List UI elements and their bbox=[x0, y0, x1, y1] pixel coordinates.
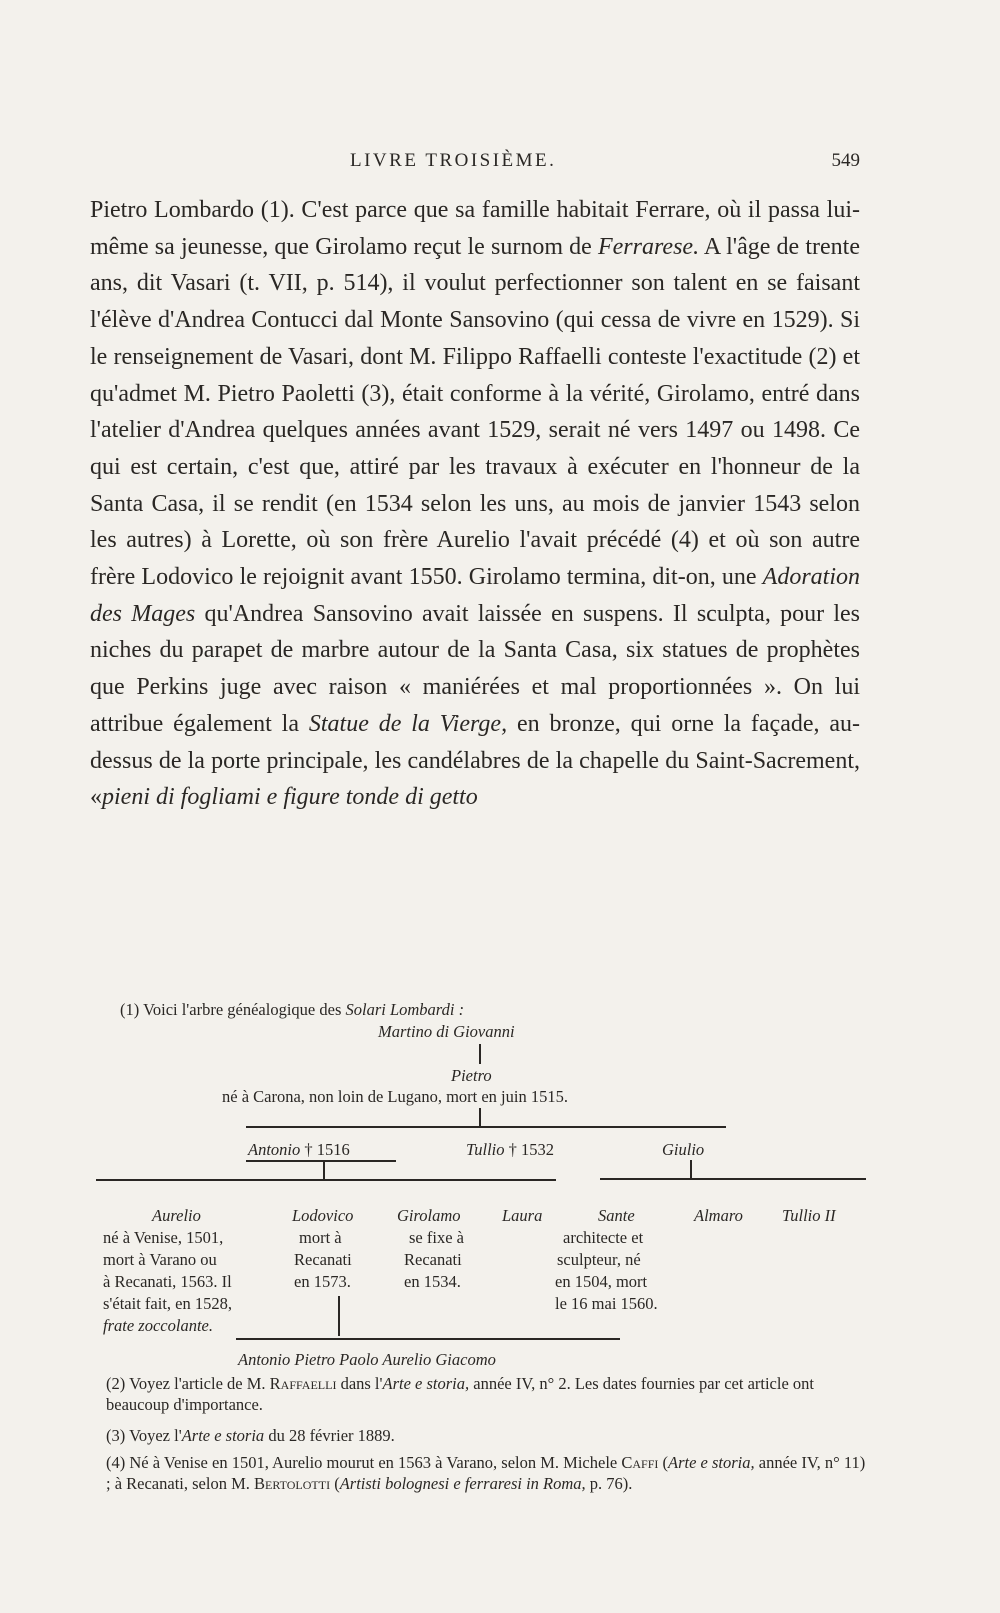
tree-girolamo: Girolamo bbox=[397, 1206, 461, 1225]
author-name: Bertolotti bbox=[254, 1474, 331, 1493]
tree-connector bbox=[690, 1160, 692, 1178]
lodovico-detail: mort à bbox=[299, 1228, 342, 1247]
author-name: Raffaelli bbox=[269, 1374, 337, 1393]
journal-title: Arte e storia, bbox=[382, 1374, 470, 1393]
footnote-text: ( bbox=[330, 1474, 340, 1493]
body-text-part: Pietro Lombardo (1). C'est parce que sa famille habitait Ferrare, où il passa lui-même sa jeunesse, que Girolamo reçut le surnom de bbox=[90, 197, 860, 260]
italic-quotation: pieni di fogliami e figure tonde di getto bbox=[102, 784, 478, 811]
tree-pietro-info: né à Carona, non loin de Lugano, mort en juin 1515. bbox=[222, 1087, 568, 1106]
tree-branch-line bbox=[236, 1338, 620, 1340]
tree-branch-line bbox=[246, 1126, 726, 1128]
footnote-text: dans l' bbox=[336, 1374, 383, 1393]
footnote-2 bbox=[106, 1373, 866, 1415]
person-date: † 1532 bbox=[508, 1140, 555, 1159]
footnote-4 bbox=[106, 1452, 866, 1494]
tree-almaro: Almaro bbox=[694, 1206, 743, 1225]
footnote-3 bbox=[106, 1425, 866, 1446]
footnote-text: (2) Voyez l'article de M. bbox=[106, 1374, 270, 1393]
body-text-part: qu'Andrea Sansovino avait laissée en suspens. Il sculpta, pour les niches du parapet de marbre autour de la Santa Casa, six statues de prophètes que Perkins juge avec raison « maniérées et mal proportionnées ». On lui attribue également la bbox=[90, 600, 860, 737]
sante-detail: en 1504, mort bbox=[555, 1272, 648, 1291]
family-name: Solari Lombardi : bbox=[345, 1000, 465, 1019]
footnote-1-text: (1) Voici l'arbre généalogique des bbox=[120, 1000, 346, 1019]
aurelio-detail: né à Venise, 1501, bbox=[103, 1228, 224, 1247]
body-text-part: A l'âge de trente ans, dit Vasari (t. VII, p. 514), il voulut perfectionner son talent en se faisant l'élève d'Andrea Contucci dal Monte Sansovino (qui cessa de vivre en 1529). Si le renseignement de Vasari, dont M. Filippo Raffaelli conteste l'exactitude (2) et qu'admet M. Pietro Paoletti (3), était conforme à la vérité, Girolamo, entré dans l'atelier d'Andrea quelques années avant 1529, serait né vers 1497 ou 1498. Ce qui est certain, c'est que, attiré par les travaux à exécuter en l'honneur de la Santa Casa, il se rendit (en 1534 selon les uns, au mois de janvier 1543 selon les autres) à Lorette, où son frère Aurelio l'avait précédé (4) et où son autre frère Lodovico le rejoignit avant 1550. Girolamo termina, dit-on, une bbox=[90, 233, 860, 591]
tree-tullio-ii: Tullio II bbox=[782, 1206, 836, 1225]
lodovico-detail: Recanati bbox=[294, 1250, 352, 1269]
sante-detail: le 16 mai 1560. bbox=[555, 1294, 658, 1313]
footnote-text: p. 76). bbox=[585, 1474, 633, 1493]
girolamo-detail: en 1534. bbox=[404, 1272, 461, 1291]
author-name: Caffi bbox=[621, 1453, 659, 1472]
book-title: Artisti bolognesi e ferraresi in Roma, bbox=[339, 1474, 586, 1493]
running-title: LIVRE TROISIÈME. bbox=[350, 150, 557, 171]
tree-root: Martino di Giovanni bbox=[378, 1022, 515, 1041]
tree-connector bbox=[479, 1044, 481, 1064]
tree-giulio: Giulio bbox=[662, 1140, 705, 1159]
girolamo-detail: Recanati bbox=[404, 1250, 462, 1269]
footnote-text: (4) Né à Venise en 1501, Aurelio mourut en 1563 à Varano, selon M. Michele bbox=[106, 1453, 622, 1472]
tree-laura: Laura bbox=[502, 1206, 543, 1225]
tree-aurelio: Aurelio bbox=[152, 1206, 201, 1225]
person-name: Tullio bbox=[466, 1140, 505, 1159]
footnote-text: du 28 février 1889. bbox=[264, 1426, 395, 1445]
footnote-text: (3) Voyez l' bbox=[106, 1426, 182, 1445]
body-text-part: en bronze, qui orne la façade, au-dessus de la porte principale, les candélabres de la chapelle du Saint-Sacrement, « bbox=[90, 710, 861, 811]
tree-connector bbox=[338, 1296, 340, 1336]
italic-artwork-title: Statue de la Vierge, bbox=[308, 710, 508, 737]
tree-branch-line bbox=[600, 1178, 866, 1180]
person-date: † 1516 bbox=[304, 1140, 350, 1159]
footnote-text: année IV, n° 11) ; à Recanati, selon M. bbox=[106, 1453, 866, 1493]
footnote-text: année IV, n° 2. Les dates fournies par cet article ont beaucoup d'importance. bbox=[106, 1374, 814, 1414]
sante-detail: architecte et bbox=[563, 1228, 644, 1247]
footnote-1-intro bbox=[120, 1000, 464, 1019]
tree-pietro: Pietro bbox=[451, 1066, 492, 1085]
aurelio-detail: s'était fait, en 1528, bbox=[103, 1294, 232, 1313]
sante-detail: sculpteur, né bbox=[557, 1250, 641, 1269]
aurelio-detail: frate zoccolante. bbox=[103, 1316, 213, 1335]
footnote-text: ( bbox=[658, 1453, 668, 1472]
tree-antonio bbox=[248, 1140, 350, 1159]
aurelio-detail: à Recanati, 1563. Il bbox=[103, 1272, 232, 1291]
tree-connector bbox=[323, 1161, 325, 1179]
tree-grandchildren: Antonio Pietro Paolo Aurelio Giacomo bbox=[238, 1350, 496, 1369]
journal-title: Arte e storia, bbox=[668, 1453, 755, 1472]
person-name: Antonio bbox=[248, 1140, 301, 1159]
tree-connector bbox=[479, 1108, 481, 1126]
tree-sante: Sante bbox=[598, 1206, 635, 1225]
tree-tullio bbox=[466, 1140, 554, 1159]
tree-lodovico: Lodovico bbox=[292, 1206, 354, 1225]
journal-title: Arte e storia bbox=[181, 1426, 265, 1445]
italic-artwork-title: Adoration des Mages bbox=[90, 564, 860, 627]
italic-term: Ferrarese. bbox=[597, 233, 700, 260]
tree-underline bbox=[246, 1160, 396, 1162]
aurelio-detail: mort à Varano ou bbox=[103, 1250, 217, 1269]
tree-branch-line bbox=[96, 1179, 556, 1181]
page-number: 549 bbox=[831, 150, 860, 171]
lodovico-detail: en 1573. bbox=[294, 1272, 351, 1291]
girolamo-detail: se fixe à bbox=[409, 1228, 464, 1247]
